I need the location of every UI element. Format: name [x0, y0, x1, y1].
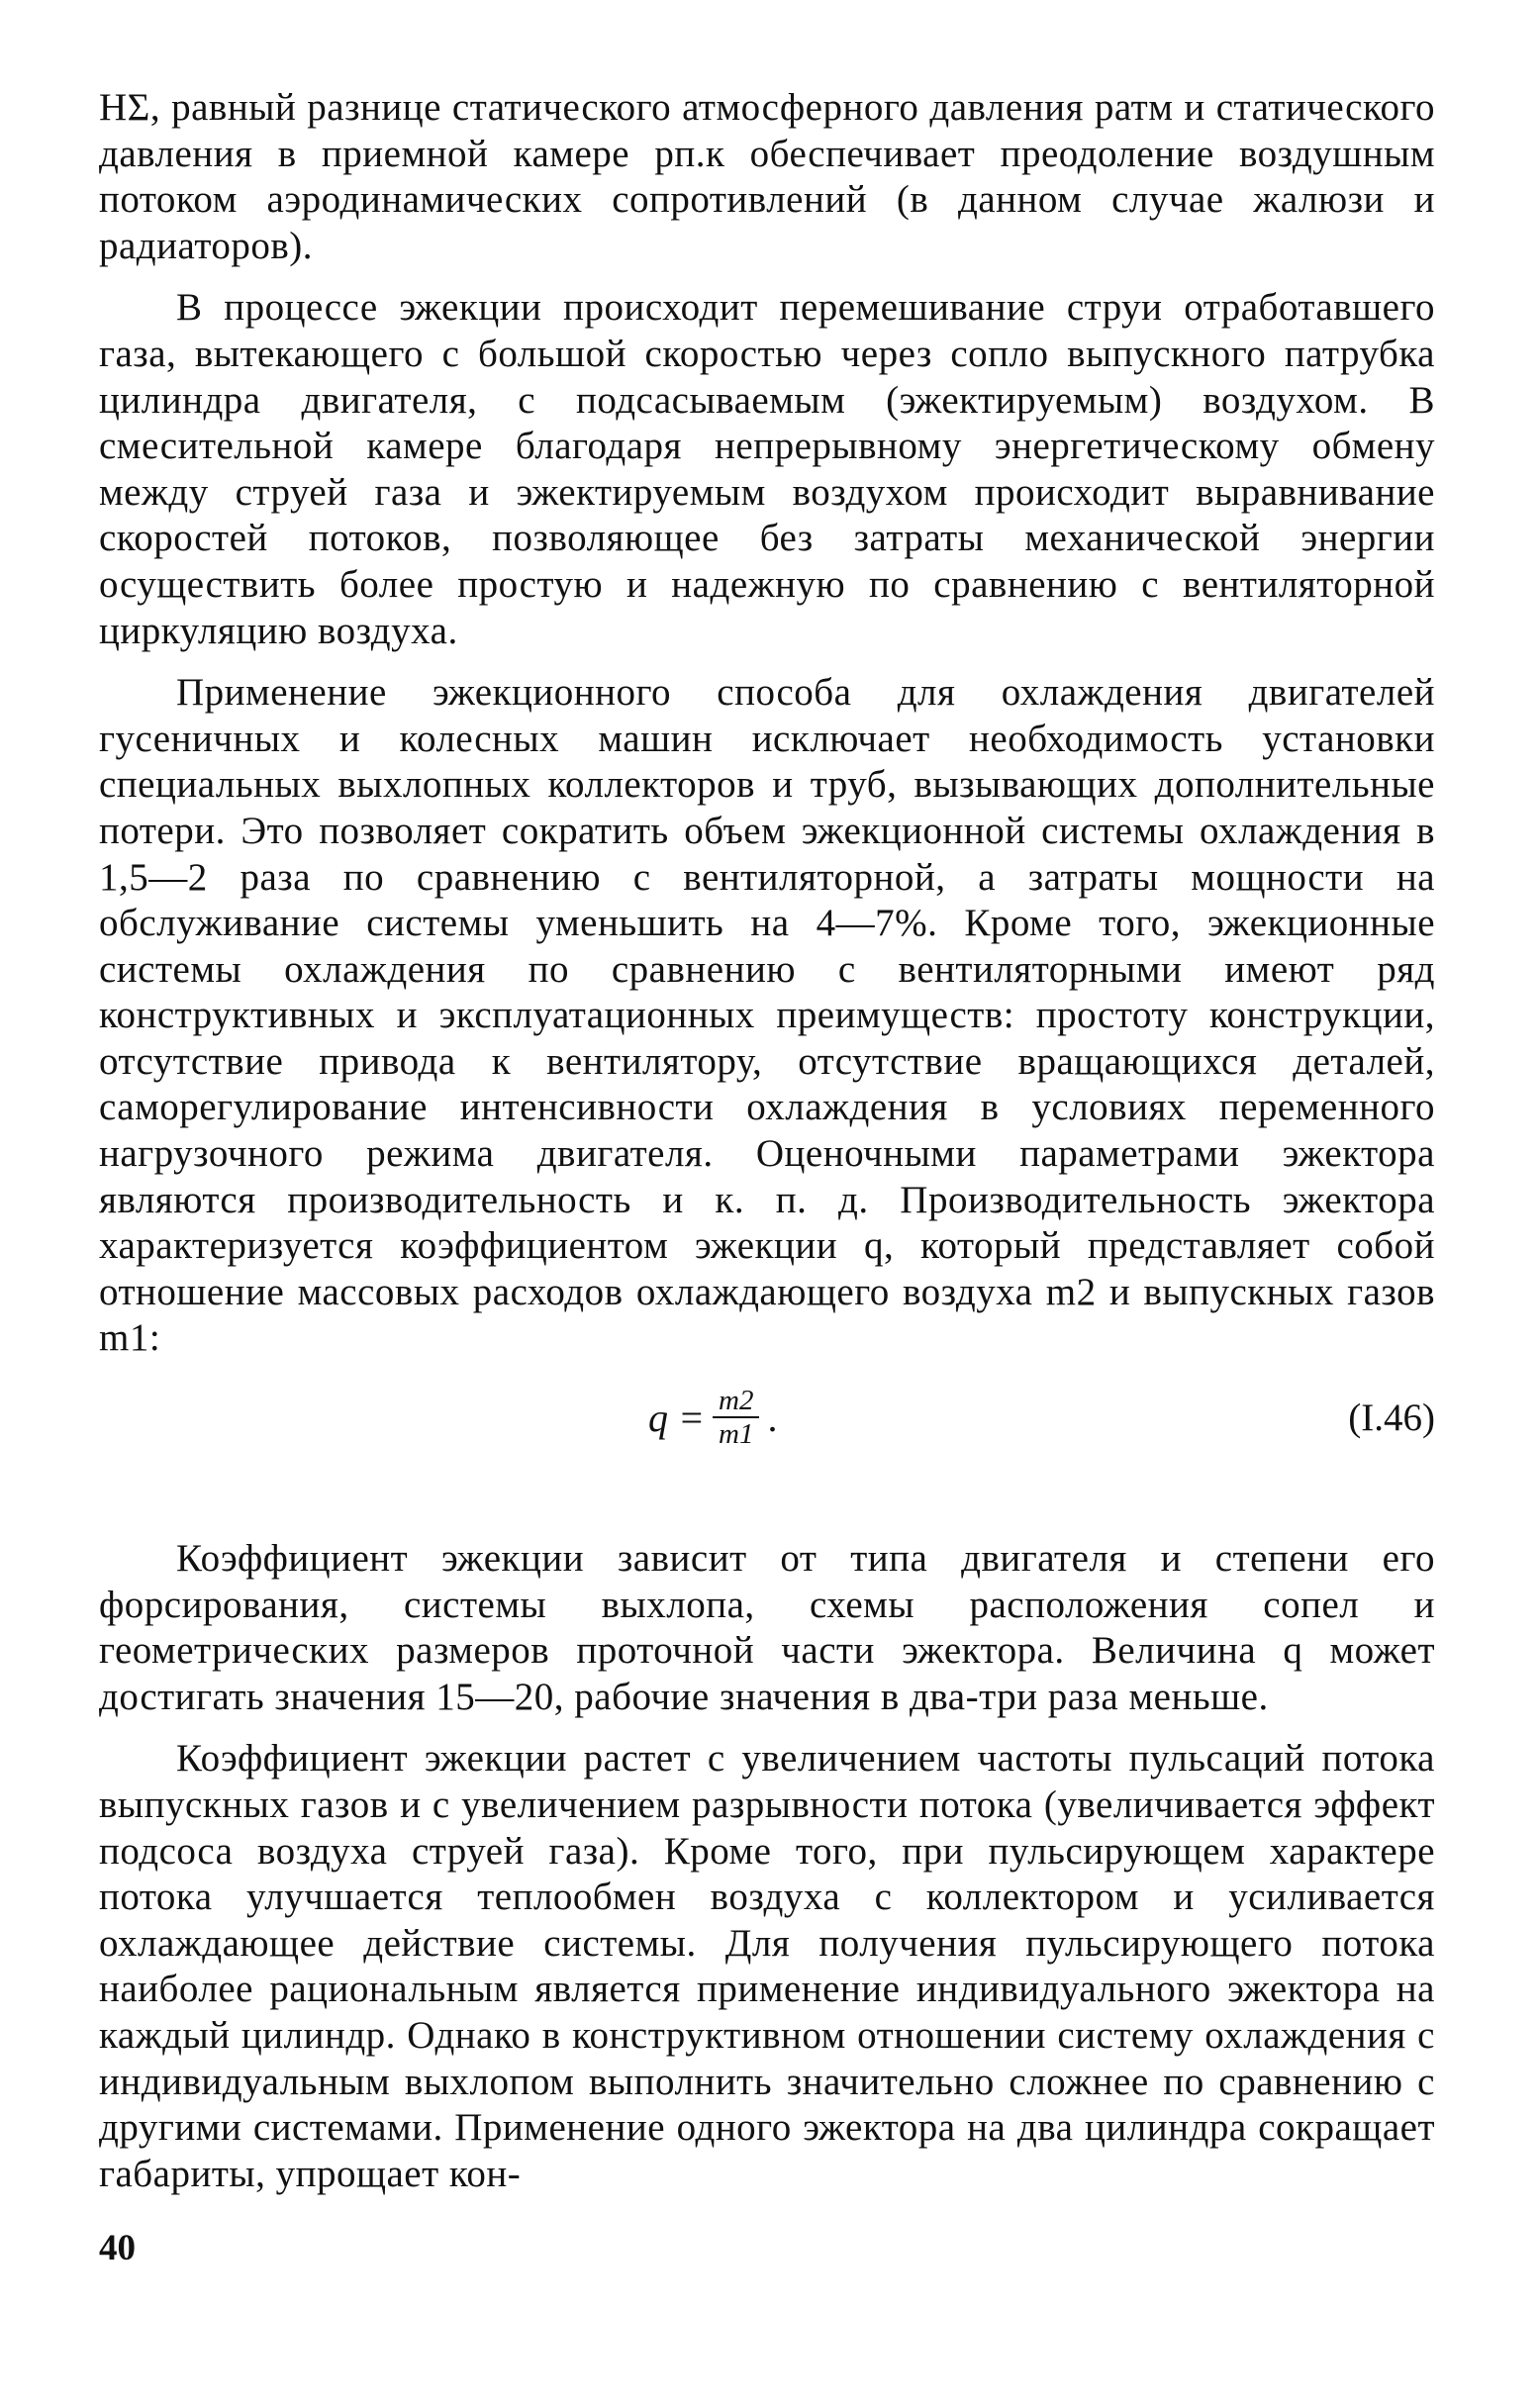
page-number: 40: [99, 2228, 136, 2268]
equation-block: [99, 1378, 1435, 1457]
paragraph-1: HΣ, равный разнице статического атмосферного давления pатм и статического давления в приемной камере pп.к обеспечивает преодоление воздушным потоком аэродинамических сопротивлений (в данном случае жалюзи и радиаторов).: [99, 86, 1435, 267]
paragraph-2: В процессе эжекции происходит перемешивание струи отработавшего газа, вытекающего с большой скоростью через сопло выпускного патрубка цилиндра двигателя, с подсасываемым (эжектируемым) воздухом. В смесительной камере благодаря непрерывному энергетическому обмену между струей газа и эжектируемым воздухом происходит выравнивание скоростей потоков, позволяющее без затраты механической энергии осуществить более простую и надежную по сравнению с вентиляторной циркуляцию воздуха.: [99, 286, 1435, 652]
page-body: [99, 85, 1435, 2213]
equation-lhs: q =: [648, 1395, 705, 1440]
equation-trail: .: [767, 1395, 778, 1440]
equation: [648, 1378, 777, 1457]
equation-fraction: [713, 1385, 759, 1450]
fraction-denominator: m1: [719, 1418, 754, 1451]
paragraph-3: Применение эжекционного способа для охлаждения двигателей гусеничных и колесных машин исключает необходимость установки специальных выхлопных коллекторов и труб, вызывающих дополнительные потери. Это позволяет сократить объем эжекционной системы охлаждения в 1,5—2 раза по сравнению с вентиляторной, а затраты мощности на обслуживание системы уменьшить на 4—7%. Кроме того, эжекционные системы охлаждения по сравнению с вентиляторными имеют ряд конструктивных и эксплуатационных преимуществ: простоту конструкции, отсутствие привода к вентилятору, отсутствие вращающихся деталей, саморегулирование интенсивности охлаждения в условиях переменного нагрузочного режима двигателя. Оценочными параметрами эжектора являются производительность и к. п. д. Производительность эжектора характеризуется коэффициентом эжекции q, который представляет собой отношение массовых расходов охлаждающего воздуха m2 и выпускных газов m1:: [99, 671, 1435, 1360]
paragraph-5: Коэффициент эжекции растет с увеличением частоты пульсаций потока выпускных газов и с увеличением разрывности потока (увеличивается эффект подсоса воздуха струей газа). Кроме того, при пульсирующем характере потока улучшается теплообмен воздуха с коллектором и усиливается охлаждающее действие системы. Для получения пульсирующего потока наиболее рациональным является применение индивидуального эжектора на каждый цилиндр. Однако в конструктивном отношении систему охлаждения с индивидуальным выхлопом выполнить значительно сложнее по сравнению с другими системами. Применение одного эжектора на два цилиндра сокращает габариты, упрощает кон-: [99, 1737, 1435, 2195]
fraction-numerator: m2: [713, 1385, 759, 1418]
paragraph-4: Коэффициент эжекции зависит от типа двигателя и степени его форсирования, системы выхлопа, схемы расположения сопел и геометрических размеров проточной части эжектора. Величина q может достигать значения 15—20, рабочие значения в два-три раза меньше.: [99, 1537, 1435, 1718]
equation-number: (I.46): [1348, 1396, 1435, 1440]
